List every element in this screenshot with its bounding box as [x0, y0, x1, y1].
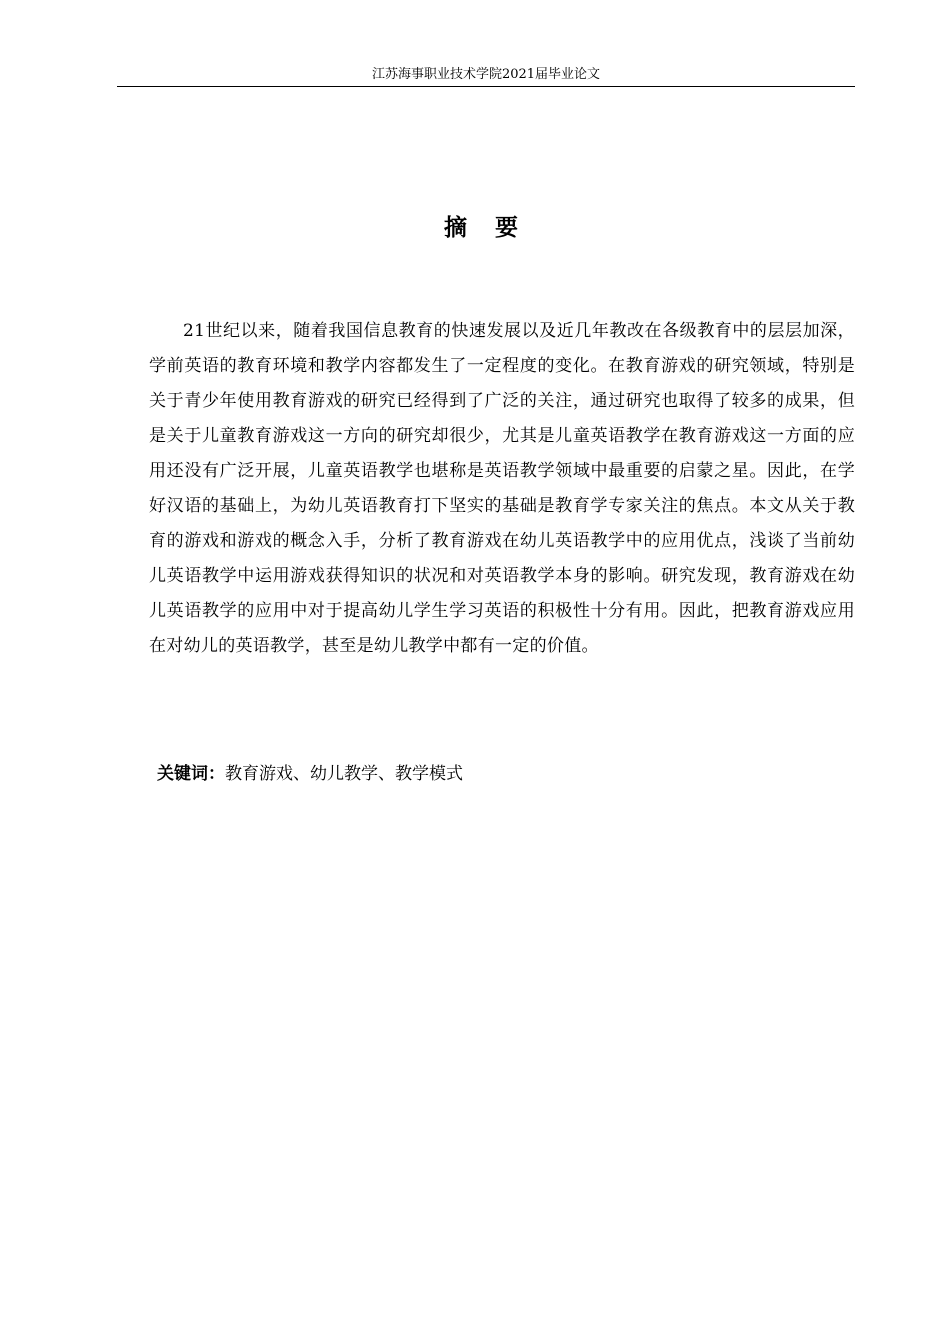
keywords-label: 关键词： — [157, 764, 225, 784]
running-header: 江苏海事职业技术学院2021届毕业论文 — [371, 67, 601, 82]
header-rule — [117, 86, 855, 87]
keywords-value: 教育游戏、幼儿教学、教学模式 — [225, 764, 463, 784]
keywords-line — [157, 760, 857, 788]
abstract-title: 摘 要 — [443, 215, 528, 241]
abstract-body: 21世纪以来，随着我国信息教育的快速发展以及近几年教改在各级教育中的层层加深，学前英语的教育环境和教学内容都发生了一定程度的变化。在教育游戏的研究领域，特别是关于青少年使用教育游戏的研究已经得到了广泛的关注，通过研究也取得了较多的成果，但是关于儿童教育游戏这一方向的研究却很少，尤其是儿童英语教学在教育游戏这一方面的应用还没有广泛开展，儿童英语教学也堪称是英语教学领域中最重要的启蒙之星。因此，在学好汉语的基础上，为幼儿英语教育打下坚实的基础是教育学专家关注的焦点。本文从关于教育的游戏和游戏的概念入手，分析了教育游戏在幼儿英语教学中的应用优点，浅谈了当前幼儿英语教学中运用游戏获得知识的状况和对英语教学本身的影响。研究发现，教育游戏在幼儿英语教学的应用中对于提高幼儿学生学习英语的积极性十分有用。因此，把教育游戏应用在对幼儿的英语教学，甚至是幼儿教学中都有一定的价值。 — [149, 321, 855, 656]
